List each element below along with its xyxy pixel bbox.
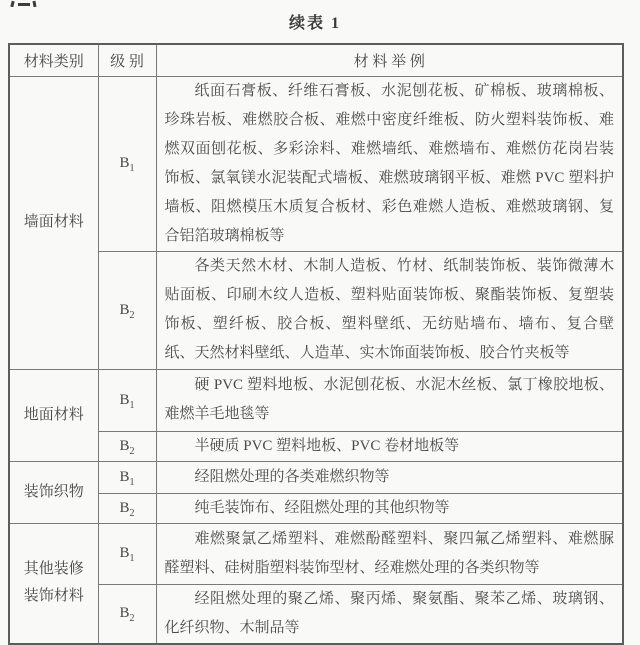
level-subscript: 1: [129, 553, 135, 564]
header-row: [9, 44, 623, 76]
table-title: 续表 1: [288, 15, 341, 32]
category-cell-other: 其他装修装饰材料: [9, 523, 98, 644]
examples-cell: [156, 76, 623, 251]
examples-text: 半硬质 PVC 塑料地板、PVC 卷材地板等: [194, 437, 460, 454]
level-cell: [98, 251, 156, 369]
examples-cell: [156, 584, 623, 644]
table-row: [9, 431, 623, 461]
table-row: [9, 369, 623, 431]
examples-text: 纯毛装饰布、经阻燃处理的其他织物等: [194, 499, 450, 516]
level-base: B: [119, 545, 130, 561]
examples-cell: [156, 431, 623, 461]
category-cell-fabric: 装饰织物: [9, 461, 98, 523]
level-cell: [98, 493, 156, 523]
level-cell: [98, 431, 156, 461]
examples-text: 经阻燃处理的各类难燃织物等: [194, 468, 390, 485]
table-row: [9, 76, 623, 251]
level-cell: [98, 461, 156, 493]
level-base: B: [119, 301, 130, 318]
examples-text: 经阻燃处理的聚乙烯、聚丙烯、聚氨酯、聚苯乙烯、玻璃钢、化纤织物、木制品等: [164, 590, 614, 636]
level-base: B: [119, 499, 130, 516]
table-row: [9, 461, 623, 493]
level-cell: [98, 523, 156, 584]
header-level: 级 别: [98, 44, 156, 76]
header-category: 材料类别: [9, 44, 98, 76]
examples-text: 难燃聚氯乙烯塑料、难燃酚醛塑料、聚四氟乙烯塑料、难燃脲醛塑料、硅树脂塑料装饰型材、经难燃处理的各类织物等: [164, 530, 614, 576]
materials-table: [8, 43, 624, 645]
table-row: [9, 523, 623, 584]
level-base: B: [119, 437, 130, 454]
category-cell-floor: 地面材料: [9, 369, 98, 461]
examples-cell: [156, 251, 623, 369]
examples-cell: [156, 461, 623, 493]
level-subscript: 2: [129, 309, 135, 321]
examples-cell: [156, 493, 623, 523]
examples-cell: [156, 523, 623, 584]
level-base: B: [119, 605, 130, 621]
level-subscript: 1: [129, 399, 135, 411]
examples-text: 硬 PVC 塑料地板、水泥刨花板、水泥木丝板、氯丁橡胶地板、难燃羊毛地毯等: [164, 377, 614, 422]
examples-text: 各类天然木材、木制人造板、竹材、纸制装饰板、装饰微薄木贴面板、印刷木纹人造板、塑料贴面装饰板、聚酯装饰板、复塑装饰板、塑纤板、胶合板、塑料壁纸、无纺贴墙布、墙布、复合壁纸、天然材料壁纸、人造革、实木饰面装饰板、胶合竹夹板等: [164, 258, 614, 361]
level-subscript: 1: [129, 476, 135, 488]
level-subscript: 1: [129, 163, 135, 174]
level-cell: [98, 76, 156, 251]
table-row: [9, 251, 623, 369]
category-cell-wall: 墙面材料: [9, 76, 98, 369]
level-subscript: 2: [129, 445, 135, 457]
level-cell: [98, 369, 156, 431]
level-subscript: 2: [129, 613, 135, 624]
level-base: B: [119, 391, 130, 408]
table-row: [9, 493, 623, 523]
examples-cell: [156, 369, 623, 431]
level-base: B: [119, 155, 130, 171]
header-examples: 材 料 举 例: [156, 44, 623, 76]
scan-artifact-mark: [9, 0, 39, 7]
examples-text: 纸面石膏板、纤维石膏板、水泥刨花板、矿棉板、玻璃棉板、珍珠岩板、难燃胶合板、难燃中密度纤维板、防火塑料装饰板、难燃双面刨花板、多彩涂料、难燃墙纸、难燃墙布、难燃仿花岗岩装饰板、氯氧镁水泥装配式墙板、难燃玻璃钢平板、难燃 PVC 塑料护墙板、阻燃模压木质复合板材、彩色难燃人造板、难燃玻璃钢、复合铝箔玻璃棉板等: [164, 82, 614, 244]
level-base: B: [119, 468, 130, 485]
level-cell: [98, 584, 156, 644]
level-subscript: 2: [129, 507, 135, 519]
table-row: [9, 584, 623, 644]
